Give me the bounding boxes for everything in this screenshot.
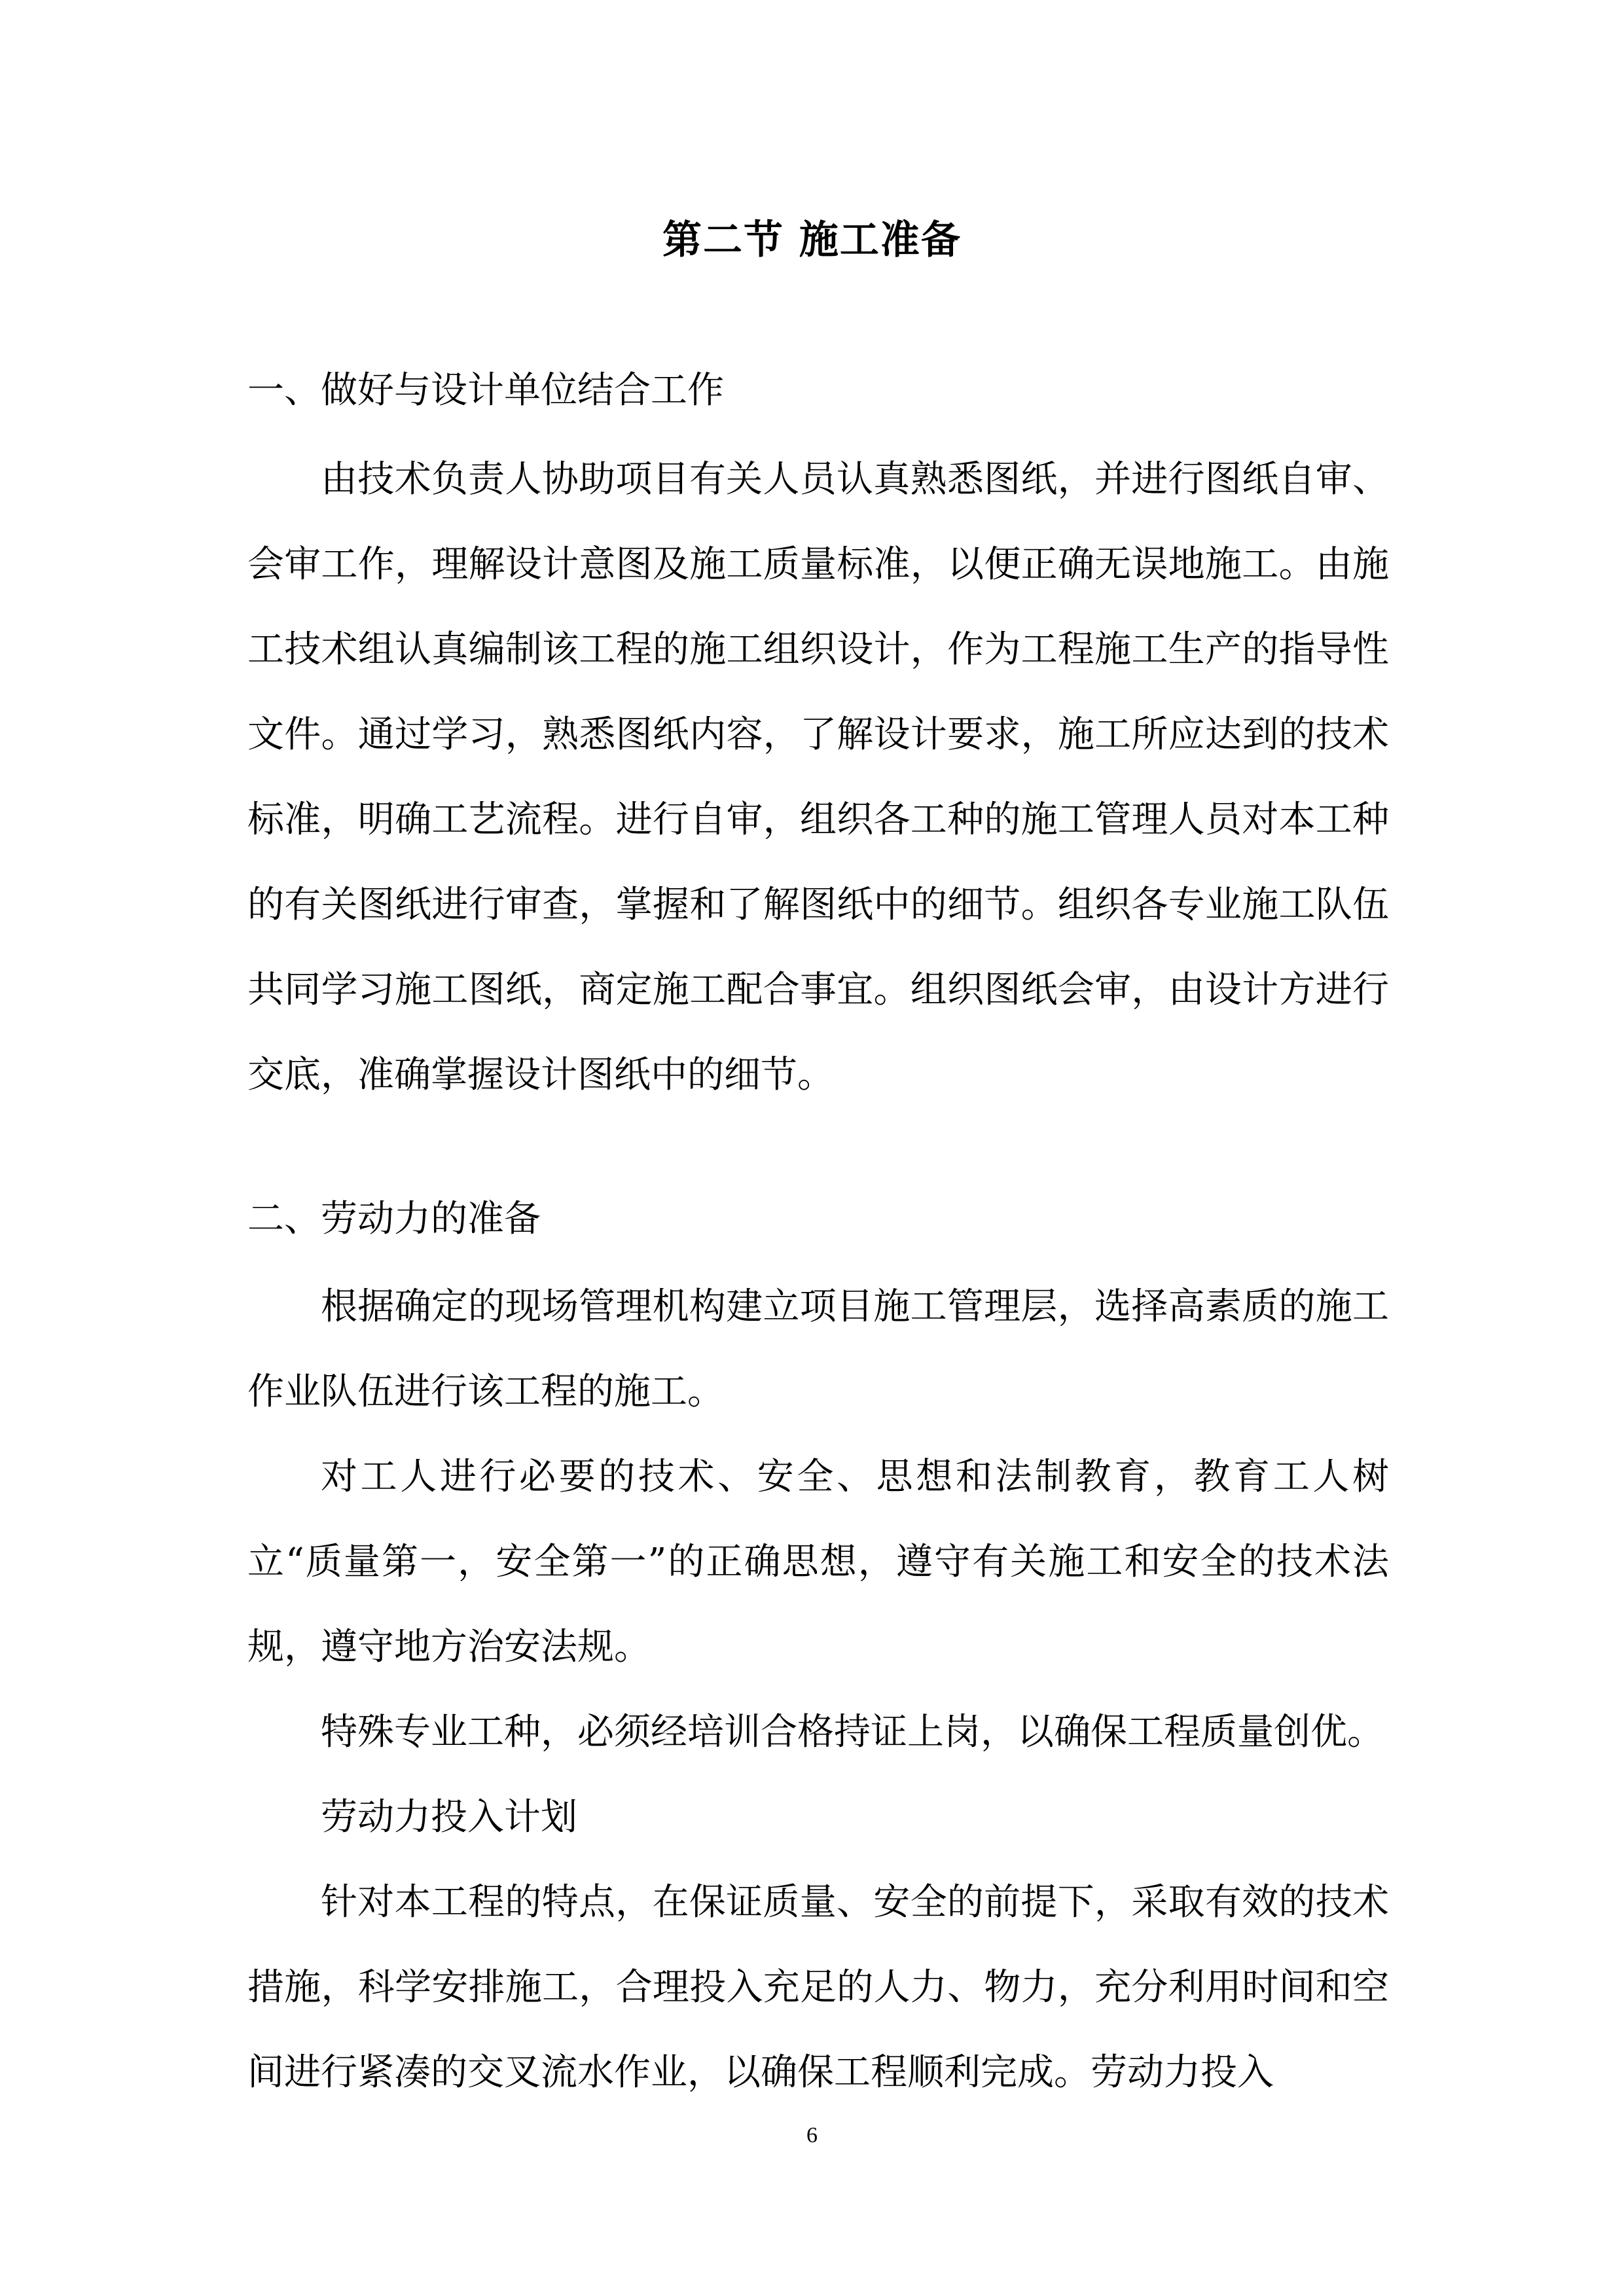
section-title: 第二节 施工准备 [662, 217, 962, 263]
paragraph-labor-plan: 针对本工程的特点，在保证质量、安全的前提下，采取有效的技术措施，科学安排施工，合理投入充足的人力、物力，充分利用时间和空间进行紧凑的交叉流水作业，以确保工程顺利完成。劳动力投入 [247, 1881, 1389, 2094]
paragraph-management-team: 根据确定的现场管理机构建立项目施工管理层，选择高素质的施工作业队伍进行该工程的施工。 [247, 1285, 1389, 1413]
paragraph-labor-plan-heading: 劳动力投入计划 [321, 1796, 577, 1839]
page-number: 6 [806, 2123, 818, 2147]
paragraph-worker-education: 对工人进行必要的技术、安全、思想和法制教育，教育工人树立“质量第一，安全第一”的正确思想，遵守有关施工和安全的技术法规，遵守地方治安法规。 [247, 1456, 1389, 1668]
subsection-heading-design-coordination: 一、做好与设计单位结合工作 [247, 369, 724, 412]
paragraph-design-coordination: 由技术负责人协助项目有关人员认真熟悉图纸，并进行图纸自审、会审工作，理解设计意图及施工质量标准，以便正确无误地施工。由施工技术组认真编制该工程的施工组织设计，作为工程施工生产的指导性文件。通过学习，熟悉图纸内容，了解设计要求，施工所应达到的技术标准，明确工艺流程。进行自审，组织各工种的施工管理人员对本工种的有关图纸进行审查，掌握和了解图纸中的细节。组织各专业施工队伍共同学习施工图纸，商定施工配合事宜。组织图纸会审，由设计方进行交底，准确掌握设计图纸中的细节。 [247, 458, 1389, 1096]
paragraph-special-trades: 特殊专业工种，必须经培训合格持证上岗，以确保工程质量创优。 [321, 1711, 1384, 1753]
subsection-heading-labor-preparation: 二、劳动力的准备 [247, 1198, 541, 1240]
